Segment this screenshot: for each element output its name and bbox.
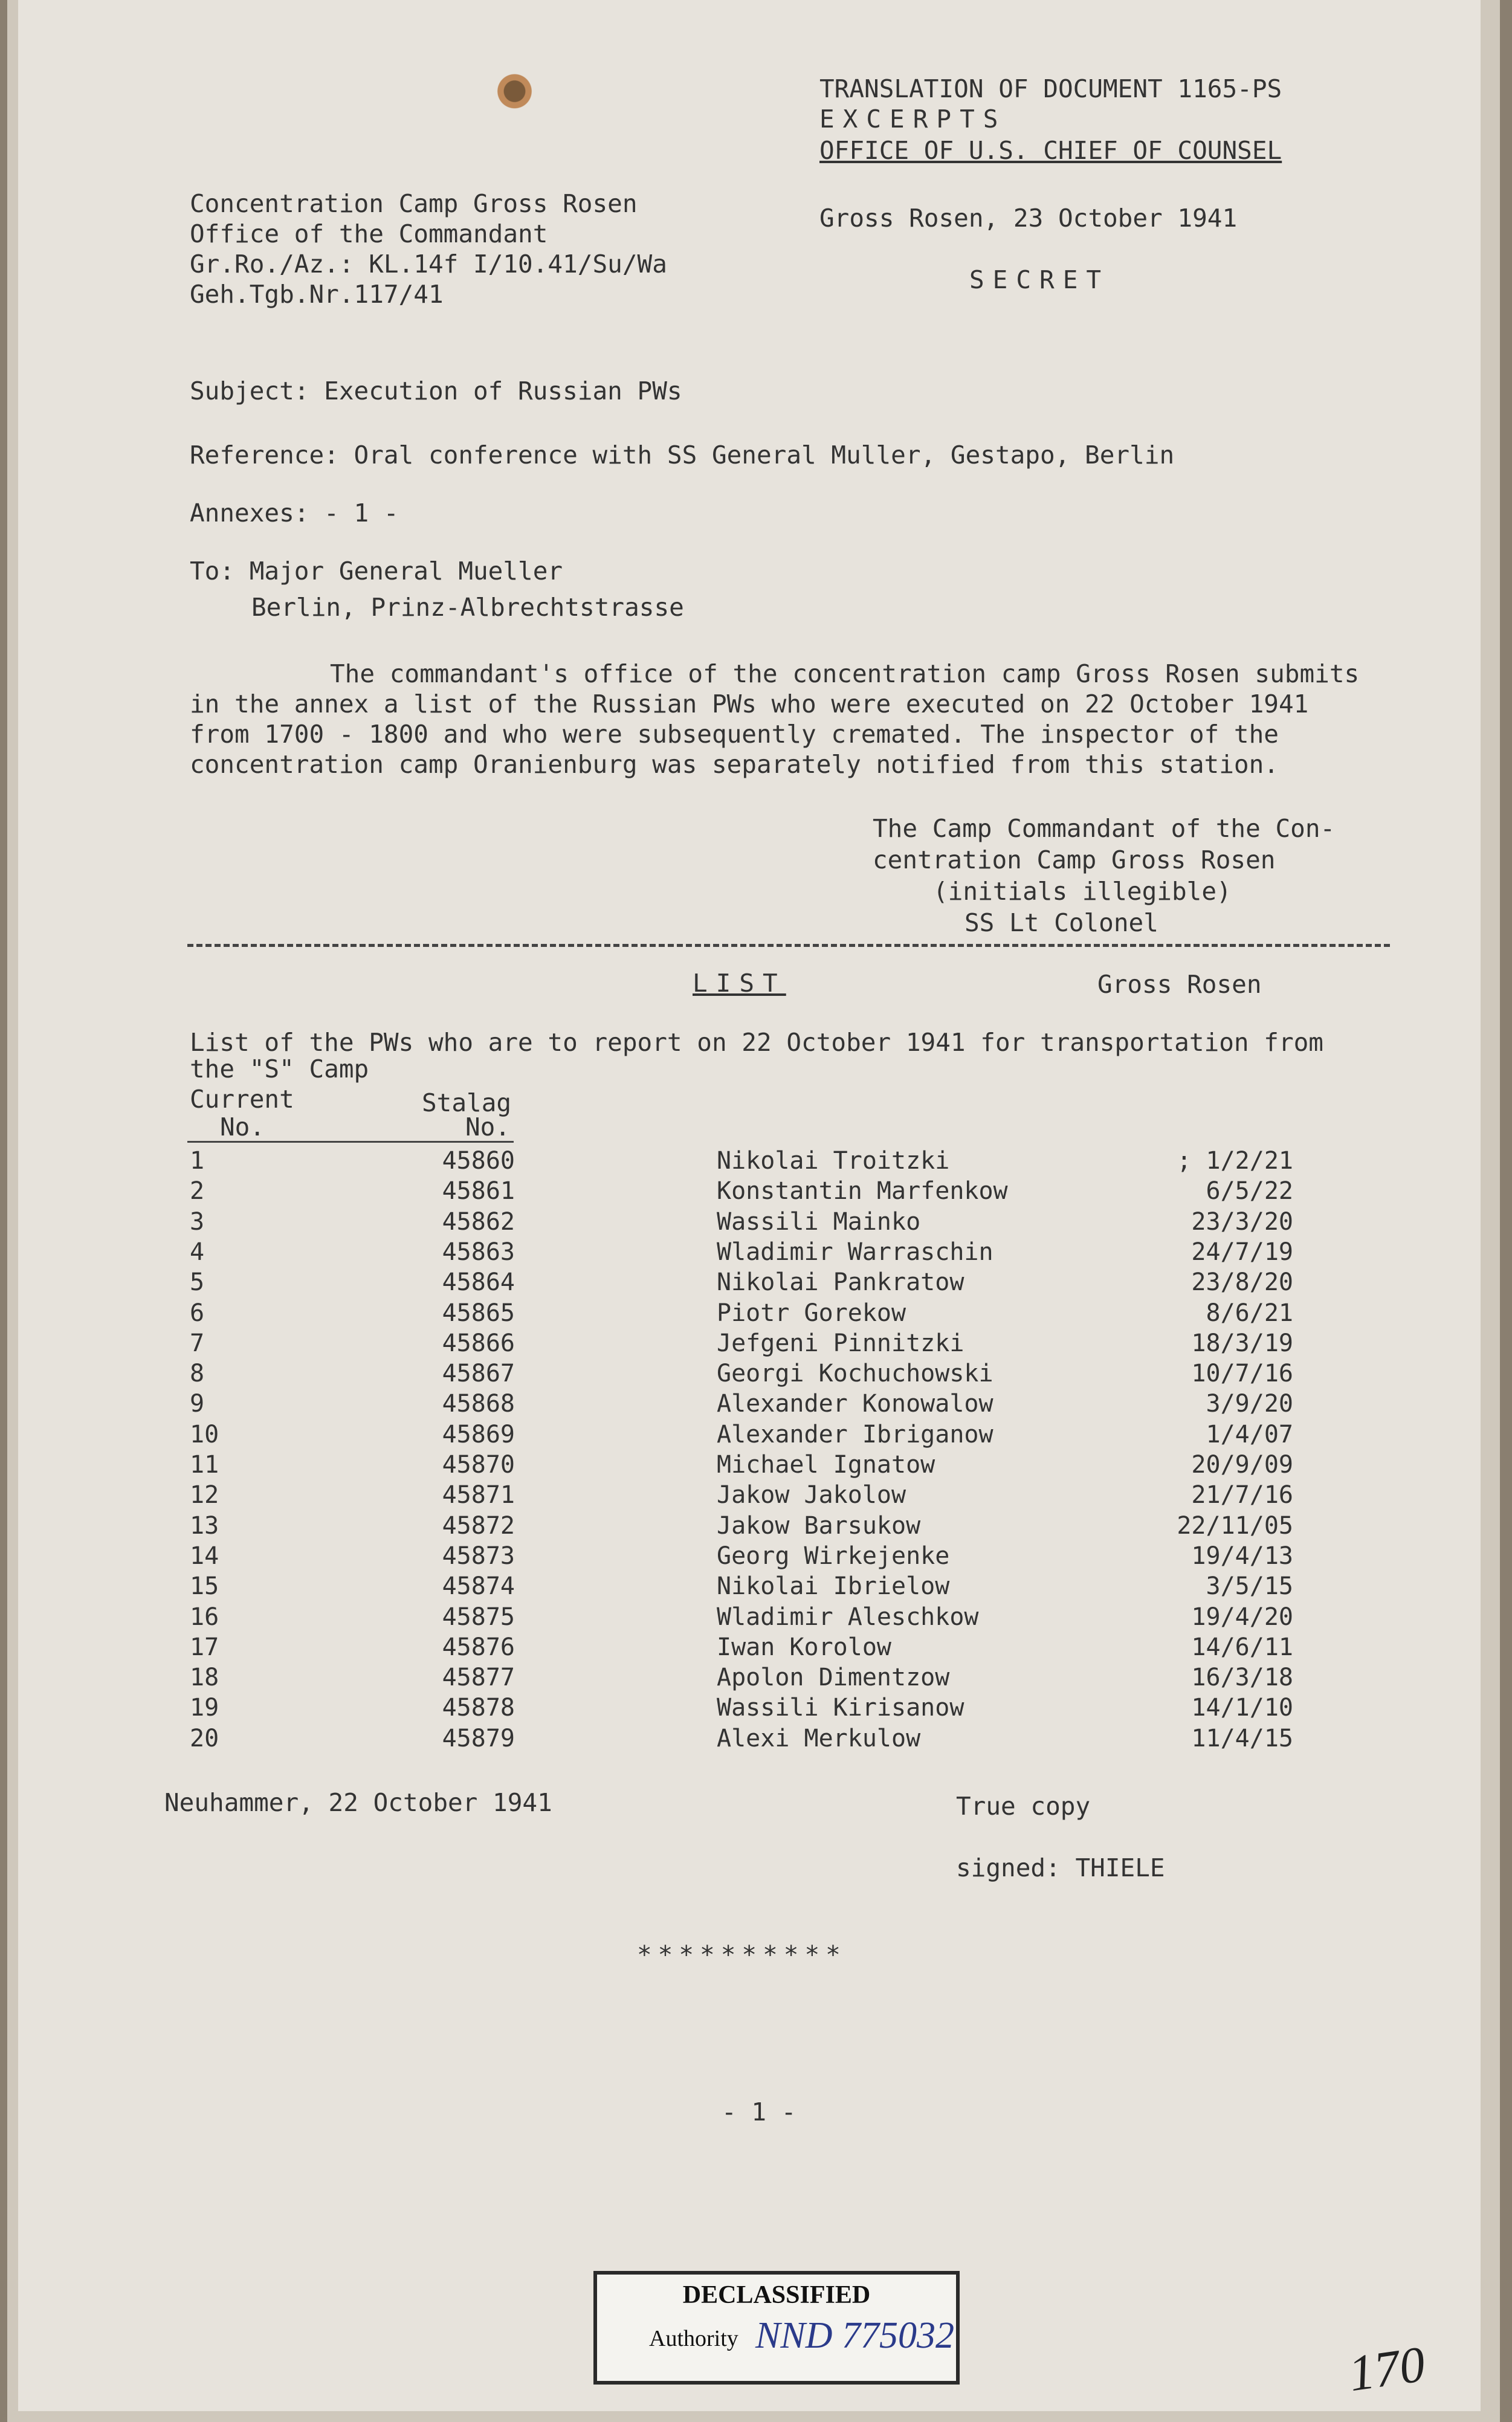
body-line-1: The commandant's office of the concentration camp Gross Rosen submits xyxy=(330,659,1360,688)
list-item xyxy=(0,1328,1512,1358)
current-no: 4 xyxy=(190,1238,205,1266)
current-no: 20 xyxy=(190,1724,219,1752)
column-header-rule xyxy=(187,1141,514,1143)
pw-name: Nikolai Ibrielow xyxy=(717,1572,950,1601)
pw-name: Piotr Gorekow xyxy=(717,1299,906,1327)
translation-header: TRANSLATION OF DOCUMENT 1165-PS xyxy=(819,74,1282,103)
list-item xyxy=(0,1693,1512,1723)
pw-name: Georgi Kochuchowski xyxy=(717,1360,993,1388)
current-no: 17 xyxy=(190,1633,219,1661)
signature-line-3: (initials illegible) xyxy=(933,877,1232,906)
list-title: LIST xyxy=(693,969,786,998)
signature-line-1: The Camp Commandant of the Con- xyxy=(873,814,1336,843)
stalag-no: 45861 xyxy=(442,1177,515,1206)
list-item xyxy=(0,1602,1512,1632)
birth-date: 8/6/21 xyxy=(1206,1299,1293,1327)
col-current-label-2: No. xyxy=(220,1113,265,1142)
pw-name: Konstantin Marfenkow xyxy=(717,1177,1008,1206)
stalag-no: 45863 xyxy=(442,1238,515,1266)
list-item xyxy=(0,1450,1512,1480)
stalag-no: 45877 xyxy=(442,1664,515,1692)
birth-date: ; 1/2/21 xyxy=(1177,1147,1293,1175)
stalag-no: 45867 xyxy=(442,1360,515,1388)
pw-name: Iwan Korolow xyxy=(717,1633,891,1661)
stalag-no: 45875 xyxy=(442,1603,515,1631)
pw-name: Apolon Dimentzow xyxy=(717,1664,950,1692)
current-no: 10 xyxy=(190,1420,219,1448)
birth-date: 16/3/18 xyxy=(1191,1664,1293,1692)
birth-date: 14/1/10 xyxy=(1191,1694,1293,1722)
annexes-line: Annexes: - 1 - xyxy=(190,499,399,528)
col-current-label: Current xyxy=(190,1085,294,1114)
signature-line-2: centration Camp Gross Rosen xyxy=(873,845,1276,874)
stalag-no: 45864 xyxy=(442,1268,515,1297)
birth-date: 14/6/11 xyxy=(1191,1633,1293,1661)
current-no: 3 xyxy=(190,1207,205,1236)
addressee-line-1: To: Major General Mueller xyxy=(190,557,563,586)
declassified-stamp xyxy=(593,2271,960,2385)
pw-name: Wassili Kirisanow xyxy=(717,1694,964,1722)
divider-dashed xyxy=(187,944,1390,947)
pw-name: Jefgeni Pinnitzki xyxy=(717,1329,964,1357)
list-item xyxy=(0,1571,1512,1601)
sender-line-1: Concentration Camp Gross Rosen xyxy=(190,189,638,218)
pw-name: Jakow Jakolow xyxy=(717,1481,906,1510)
pw-name: Alexander Ibriganow xyxy=(717,1420,993,1448)
sender-line-2: Office of the Commandant xyxy=(190,219,548,248)
current-no: 14 xyxy=(190,1542,219,1570)
birth-date: 19/4/20 xyxy=(1191,1603,1293,1631)
birth-date: 6/5/22 xyxy=(1206,1177,1293,1206)
pw-name: Alexi Merkulow xyxy=(717,1724,921,1752)
current-no: 18 xyxy=(190,1664,219,1692)
list-item xyxy=(0,1632,1512,1662)
reference-line: Reference: Oral conference with SS General Muller, Gestapo, Berlin xyxy=(190,441,1175,470)
list-item xyxy=(0,1267,1512,1297)
page-number: - 1 - xyxy=(722,2097,796,2127)
current-no: 19 xyxy=(190,1694,219,1722)
stars-divider: ********** xyxy=(637,1940,847,1969)
current-no: 1 xyxy=(190,1147,205,1175)
pw-name: Nikolai Pankratow xyxy=(717,1268,964,1297)
pw-name: Georg Wirkejenke xyxy=(717,1542,950,1570)
list-item xyxy=(0,1723,1512,1754)
pw-name: Alexander Konowalow xyxy=(717,1390,993,1418)
birth-date: 3/9/20 xyxy=(1206,1390,1293,1418)
list-item xyxy=(0,1237,1512,1267)
signed-line: signed: THIELE xyxy=(956,1853,1165,1882)
current-no: 7 xyxy=(190,1329,205,1357)
stalag-no: 45879 xyxy=(442,1724,515,1752)
pw-name: Nikolai Troitzki xyxy=(717,1147,950,1175)
classification: SECRET xyxy=(969,265,1110,294)
list-place: Gross Rosen xyxy=(1097,970,1262,999)
stalag-no: 45865 xyxy=(442,1299,515,1327)
list-item xyxy=(0,1511,1512,1541)
stalag-no: 45878 xyxy=(442,1694,515,1722)
footer-place-date: Neuhammer, 22 October 1941 xyxy=(164,1788,552,1817)
pw-name: Michael Ignatow xyxy=(717,1451,935,1479)
body-line-4: concentration camp Oranienburg was separately notified from this station. xyxy=(190,750,1279,779)
birth-date: 23/8/20 xyxy=(1191,1268,1293,1297)
birth-date: 22/11/05 xyxy=(1177,1511,1293,1540)
current-no: 11 xyxy=(190,1451,219,1479)
body-line-2: in the annex a list of the Russian PWs who were executed on 22 October 1941 xyxy=(190,689,1309,719)
pw-name: Wladimir Aleschkow xyxy=(717,1603,979,1631)
current-no: 6 xyxy=(190,1299,205,1327)
stamp-number: NND 775032 xyxy=(755,2315,954,2356)
current-no: 12 xyxy=(190,1481,219,1510)
stalag-no: 45869 xyxy=(442,1420,515,1448)
pw-name: Wassili Mainko xyxy=(717,1207,921,1236)
list-item xyxy=(0,1146,1512,1176)
col-stalag-label: Stalag xyxy=(422,1088,512,1117)
stalag-no: 45860 xyxy=(442,1147,515,1175)
current-no: 5 xyxy=(190,1268,205,1297)
birth-date: 24/7/19 xyxy=(1191,1238,1293,1266)
birth-date: 1/4/07 xyxy=(1206,1420,1293,1448)
list-item xyxy=(0,1358,1512,1389)
list-item xyxy=(0,1176,1512,1206)
stalag-no: 45862 xyxy=(442,1207,515,1236)
current-no: 15 xyxy=(190,1572,219,1601)
handwritten-page-number: 170 xyxy=(1345,2336,1429,2403)
current-no: 8 xyxy=(190,1360,205,1388)
place-date: Gross Rosen, 23 October 1941 xyxy=(819,204,1238,233)
signature-line-4: SS Lt Colonel xyxy=(964,908,1158,937)
birth-date: 19/4/13 xyxy=(1191,1542,1293,1570)
current-no: 16 xyxy=(190,1603,219,1631)
sender-line-3: Gr.Ro./Az.: KL.14f I/10.41/Su/Wa xyxy=(190,250,667,279)
col-stalag-label-2: No. xyxy=(465,1113,511,1142)
birth-date: 11/4/15 xyxy=(1191,1724,1293,1752)
list-item xyxy=(0,1480,1512,1510)
stalag-no: 45871 xyxy=(442,1481,515,1510)
stalag-no: 45868 xyxy=(442,1390,515,1418)
birth-date: 20/9/09 xyxy=(1191,1451,1293,1479)
stalag-no: 45876 xyxy=(442,1633,515,1661)
list-item xyxy=(0,1207,1512,1237)
birth-date: 18/3/19 xyxy=(1191,1329,1293,1357)
pw-name: Jakow Barsukow xyxy=(717,1511,921,1540)
stalag-no: 45866 xyxy=(442,1329,515,1357)
list-item xyxy=(0,1541,1512,1571)
subject-line: Subject: Execution of Russian PWs xyxy=(190,376,682,405)
list-intro-1: List of the PWs who are to report on 22 October 1941 for transportation from xyxy=(190,1028,1323,1057)
body-line-3: from 1700 - 1800 and who were subsequently cremated. The inspector of the xyxy=(190,720,1279,749)
birth-date: 3/5/15 xyxy=(1206,1572,1293,1601)
stalag-no: 45874 xyxy=(442,1572,515,1601)
true-copy: True copy xyxy=(956,1792,1091,1821)
sender-line-4: Geh.Tgb.Nr.117/41 xyxy=(190,280,444,309)
list-item xyxy=(0,1419,1512,1450)
stalag-no: 45870 xyxy=(442,1451,515,1479)
birth-date: 21/7/16 xyxy=(1191,1481,1293,1510)
stalag-no: 45873 xyxy=(442,1542,515,1570)
stamp-title: DECLASSIFIED xyxy=(682,2281,871,2309)
birth-date: 10/7/16 xyxy=(1191,1360,1293,1388)
list-item xyxy=(0,1389,1512,1419)
stalag-no: 45872 xyxy=(442,1511,515,1540)
pw-name: Wladimir Warraschin xyxy=(717,1238,993,1266)
list-intro-2: the "S" Camp xyxy=(190,1054,369,1083)
excerpts-header: EXCERPTS xyxy=(819,105,1007,134)
addressee-line-2: Berlin, Prinz-Albrechtstrasse xyxy=(251,593,684,622)
counsel-header: OFFICE OF U.S. CHIEF OF COUNSEL xyxy=(819,136,1282,165)
stamp-authority: Authority xyxy=(649,2326,738,2351)
current-no: 13 xyxy=(190,1511,219,1540)
birth-date: 23/3/20 xyxy=(1191,1207,1293,1236)
list-item xyxy=(0,1298,1512,1328)
current-no: 2 xyxy=(190,1177,205,1206)
punch-hole xyxy=(496,65,538,117)
list-item xyxy=(0,1662,1512,1693)
current-no: 9 xyxy=(190,1390,205,1418)
